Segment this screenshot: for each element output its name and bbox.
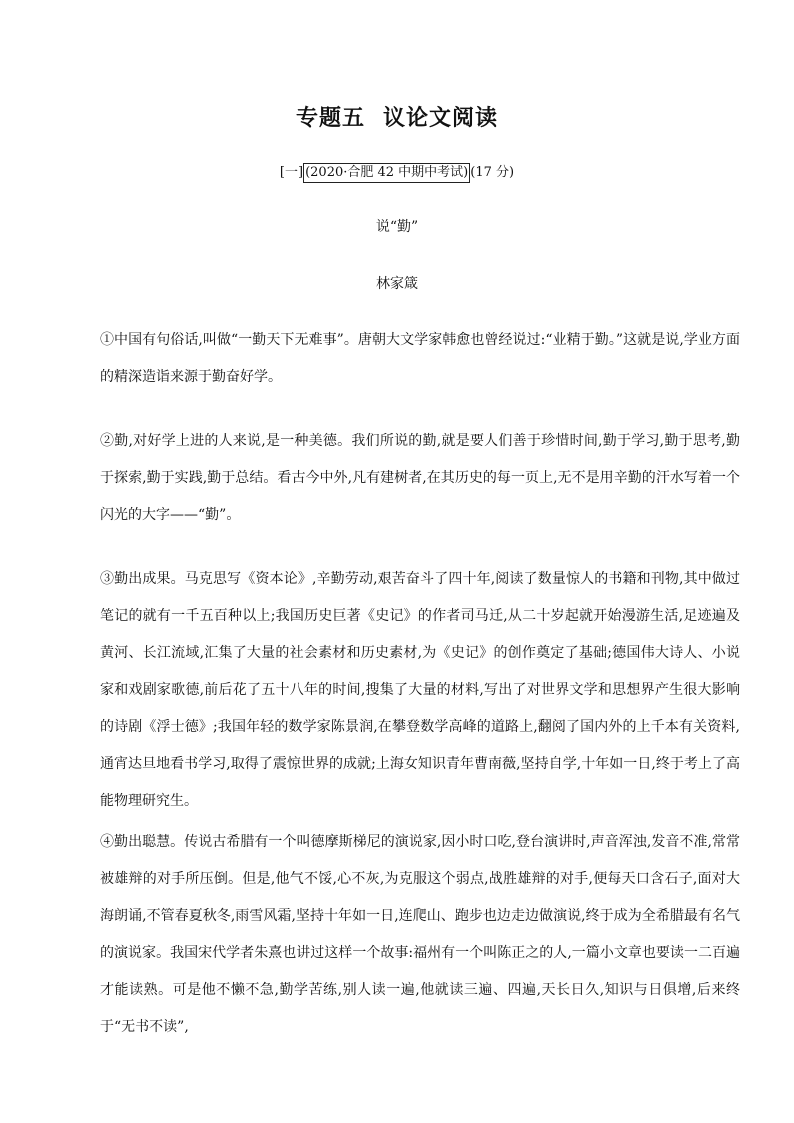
title-main: 专题五: [295, 106, 365, 131]
paragraph: ②勤,对好学上进的人来说,是一种美德。我们所说的勤,就是要人们善于珍惜时间,勤于学习,勤于思考,勤于探索,勤于实践,勤于总结。看古今中外,凡有建树者,在其历史的每一页上,无不是用辛勤的汗水写着一个闪光的大字——“勤”。: [100, 433, 740, 523]
article-title: 说“勤”: [375, 219, 419, 235]
paragraph-1-block: [100, 322, 740, 414]
paragraph: ③勤出成果。马克思写《资本论》,辛勤劳动,艰苦奋斗了四十年,阅读了数量惊人的书籍和刊物,其中做过笔记的就有一千五百种以上;我国历史巨著《史记》的作者司马迁,从二十岁起就开始漫游生活,足迹遍及黄河、长江流域,汇集了大量的社会素材和历史素材,为《史记》的创作奠定了基础;德国伟大诗人、小说家和戏剧家歌德,前后花了五十八年的时间,搜集了大量的材料,写出了对世界文学和思想界产生很大影响的诗剧《浮士德》;我国年轻的数学家陈景润,在攀登数学高峰的道路上,翻阅了国内外的上千本有关资料,通宵达旦地看书学习,取得了震惊世界的成就;上海女知识青年曹南薇,坚持自学,十年如一日,终于考上了高能物理研究生。: [100, 571, 740, 809]
paragraph: ④勤出聪慧。传说古希腊有一个叫德摩斯梯尼的演说家,因小时口吃,登台演讲时,声音浑浊,发音不准,常常被雄辩的对手所压倒。但是,他气不馁,心不灰,为克服这个弱点,战胜雄辩的对手,便每天口含石子,面对大海朗诵,不管春夏秋冬,雨雪风霜,坚持十年如一日,连爬山、跑步也边走边做演说,终于成为全希腊最有名气的演说家。我国宋代学者朱熹也讲过这样一个故事:福州有一个叫陈正之的人,一篇小文章也要读一二百遍才能读熟。可是他不懒不急,勤学苦练,别人读一遍,他就读三遍、四遍,天长日久,知识与日俱增,后来终于“无书不读”,: [100, 834, 740, 1035]
question-source: (2020·合肥 42 中期中考试): [303, 163, 470, 183]
paragraph: ①中国有句俗话,叫做“一勤天下无难事”。唐朝大文学家韩愈也曾经说过:“业精于勤。”这就是说,学业方面的精深造诣来源于勤奋好学。: [100, 332, 740, 385]
title-sub: 议论文阅读: [383, 106, 499, 131]
paragraph-2-block: [100, 423, 740, 552]
question-header: [0, 163, 794, 183]
question-score: (17 分): [470, 165, 515, 180]
question-number: [一]: [279, 165, 304, 180]
article-author: 林家箴: [376, 276, 418, 292]
page-title: [0, 104, 794, 134]
paragraph-3-block: [100, 561, 740, 838]
paragraph-4-block: [100, 824, 740, 1064]
